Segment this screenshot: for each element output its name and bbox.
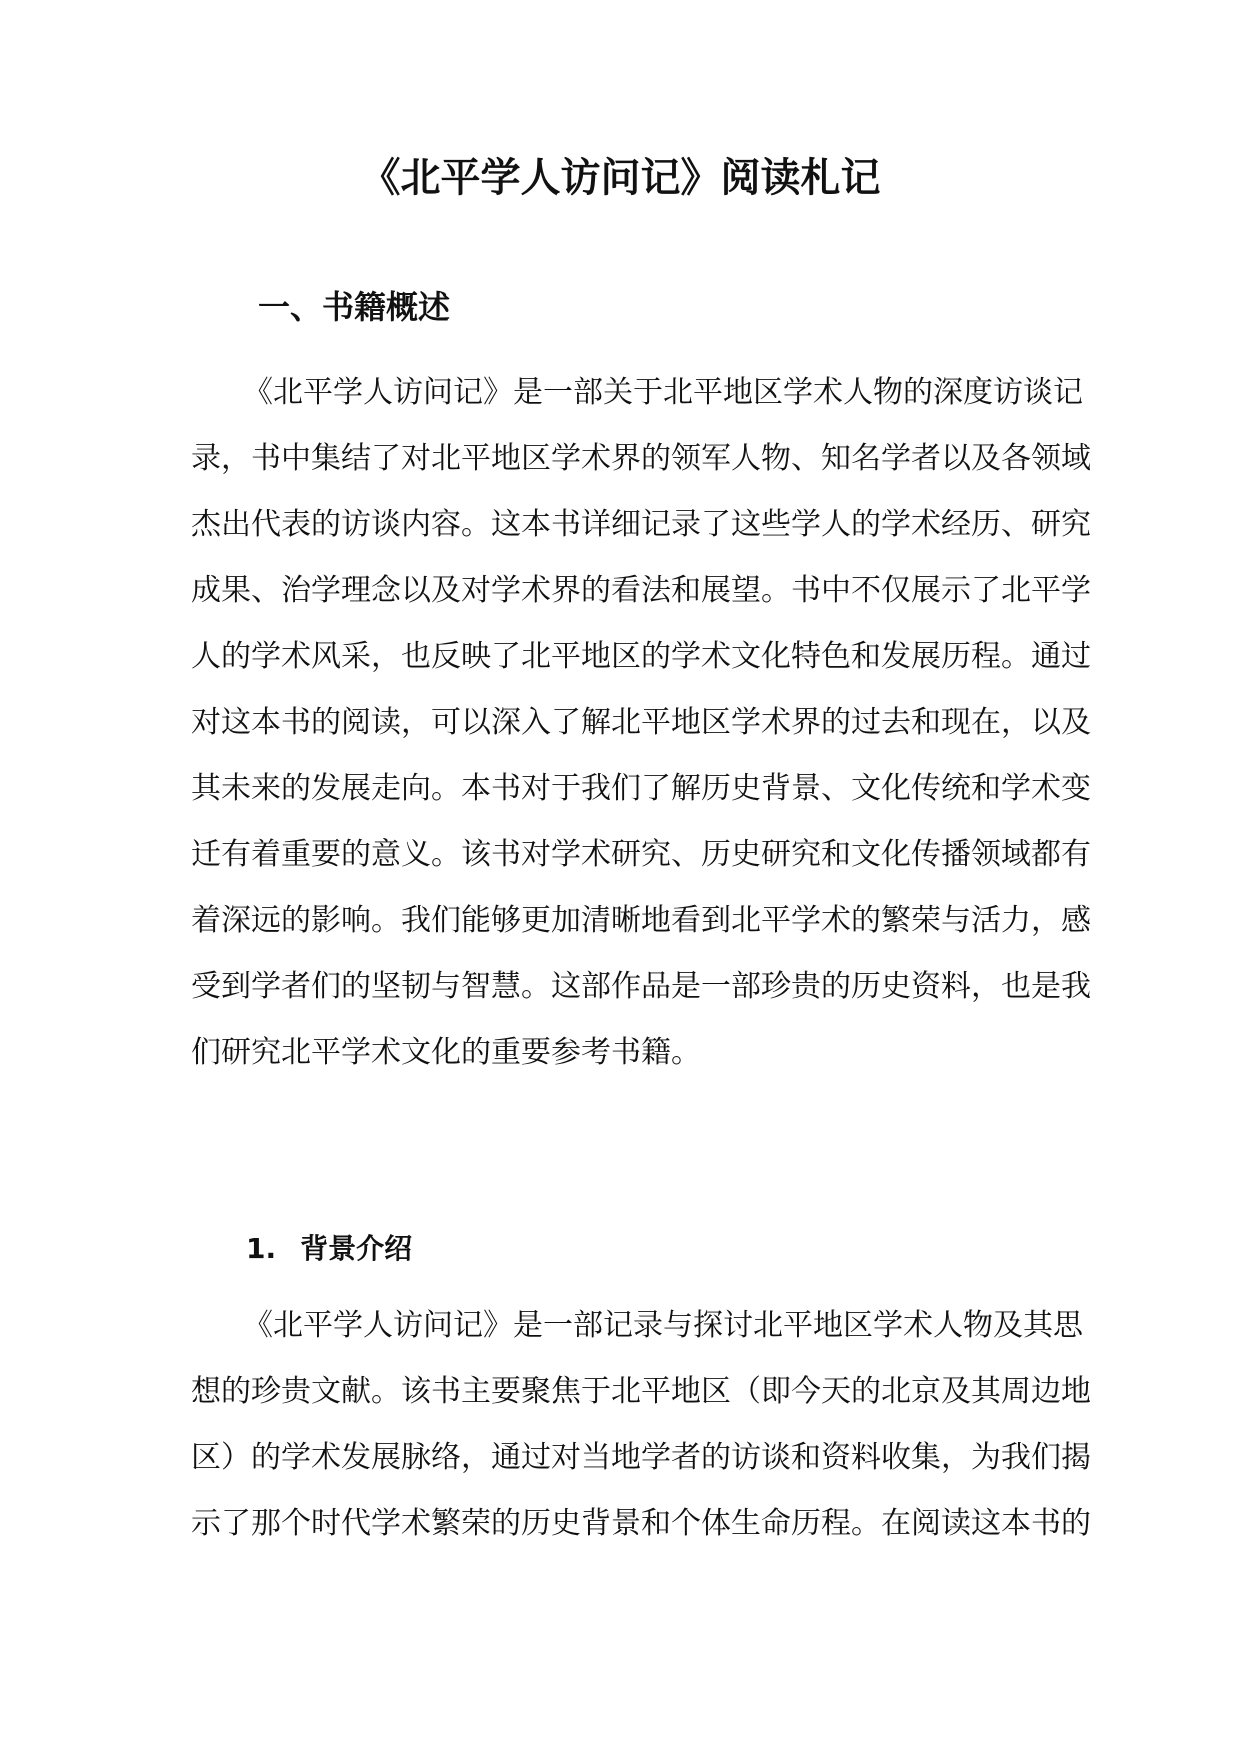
paragraph-line: 受到学者们的坚韧与智慧。这部作品是一部珍贵的历史资料，也是我 xyxy=(191,969,1091,1004)
paragraph-line: 杰出代表的访谈内容。这本书详细记录了这些学人的学术经历、研究 xyxy=(191,507,1091,542)
subsection-heading-text: 背景介绍 xyxy=(300,1232,413,1265)
section-heading-overview: 一、书籍概述 xyxy=(258,288,451,326)
paragraph-line: 《北平学人访问记》是一部关于北平地区学术人物的深度访谈记 xyxy=(243,375,1083,410)
document-title: 《北平学人访问记》阅读札记 xyxy=(360,155,881,201)
paragraph-line: 们研究北平学术文化的重要参考书籍。 xyxy=(191,1035,701,1070)
subsection-number: 1. xyxy=(246,1232,277,1265)
paragraph-overview xyxy=(191,360,1091,1086)
subsection-heading-background xyxy=(246,1226,412,1272)
paragraph-line: 示了那个时代学术繁荣的历史背景和个体生命历程。在阅读这本书的 xyxy=(191,1506,1091,1541)
paragraph-background xyxy=(191,1293,1091,1557)
paragraph-line: 迁有着重要的意义。该书对学术研究、历史研究和文化传播领域都有 xyxy=(191,837,1091,872)
paragraph-line: 着深远的影响。我们能够更加清晰地看到北平学术的繁荣与活力，感 xyxy=(191,903,1091,938)
paragraph-line: 人的学术风采，也反映了北平地区的学术文化特色和发展历程。通过 xyxy=(191,639,1091,674)
paragraph-line: 其未来的发展走向。本书对于我们了解历史背景、文化传统和学术变 xyxy=(191,771,1091,806)
paragraph-line: 区）的学术发展脉络，通过对当地学者的访谈和资料收集，为我们揭 xyxy=(191,1440,1091,1475)
paragraph-line: 想的珍贵文献。该书主要聚焦于北平地区（即今天的北京及其周边地 xyxy=(191,1374,1091,1409)
paragraph-line: 对这本书的阅读，可以深入了解北平地区学术界的过去和现在，以及 xyxy=(191,705,1091,740)
paragraph-line: 录，书中集结了对北平地区学术界的领军人物、知名学者以及各领域 xyxy=(191,441,1091,476)
paragraph-line: 成果、治学理念以及对学术界的看法和展望。书中不仅展示了北平学 xyxy=(191,573,1091,608)
paragraph-line: 《北平学人访问记》是一部记录与探讨北平地区学术人物及其思 xyxy=(243,1308,1083,1343)
